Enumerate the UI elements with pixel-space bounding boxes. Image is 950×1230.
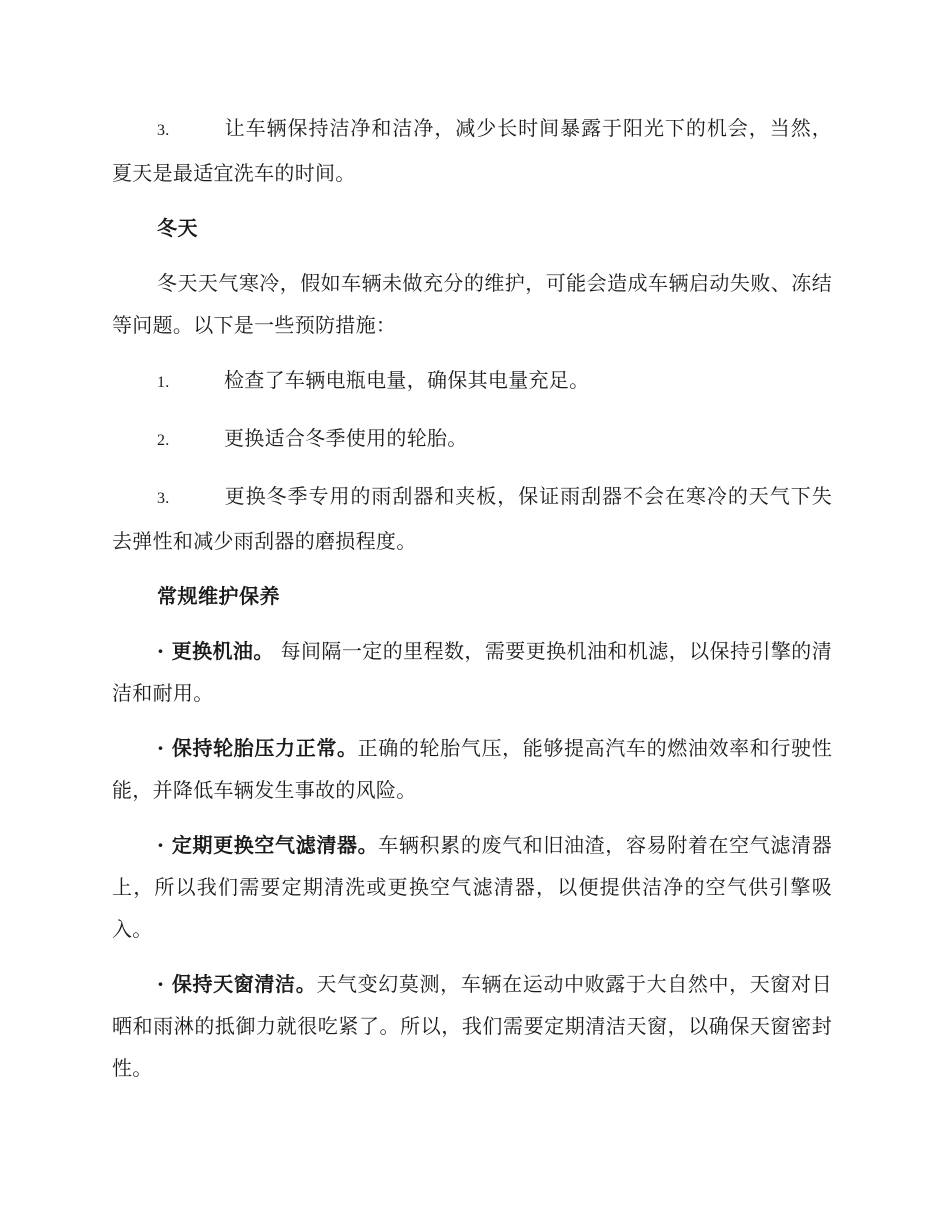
- list-number: 1.: [157, 374, 170, 391]
- bullet-text: 每间隔一定的里程数，需要更换机油和机滤，以保持引擎的清洁和耐用。: [112, 639, 832, 705]
- bullet-text: 天气变幻莫测，车辆在运动中败露于大自然中，天窗对日晒和雨淋的抵御力就很吃紧了。所以，我们需要定期清洁天窗，以确保天窗密封性。: [112, 972, 832, 1080]
- bullet-item: [112, 824, 832, 950]
- bullet-item: [112, 727, 832, 811]
- winter-intro-paragraph: 冬天天气寒冷，假如车辆未做充分的维护，可能会造成车辆启动失败、冻结等问题。以下是一些预防措施：: [112, 271, 832, 337]
- document-body: [112, 107, 832, 1102]
- section-heading-regular-maintenance: 常规维护保养: [157, 584, 280, 608]
- list-item-text: 让车辆保持洁净和洁净，减少长时间暴露于阳光下的机会，当然，夏天是最适宜洗车的时间。: [112, 116, 832, 185]
- bullet-text: 正确的轮胎气压，能够提高汽车的燃油效率和行驶性能，并降低车辆发生事故的风险。: [112, 736, 832, 802]
- list-number: 3.: [157, 122, 170, 139]
- list-item-text: 检查了车辆电瓶电量，确保其电量充足。: [224, 368, 590, 392]
- bullet-title: · 保持天窗清洁。: [157, 972, 317, 996]
- list-item: [112, 417, 832, 462]
- section-heading-winter: 冬天: [157, 216, 198, 240]
- bullet-text: 车辆积累的废气和旧油渣，容易附着在空气滤清器上，所以我们需要定期清洗或更换空气滤清器，以便提供洁净的空气供引擎吸入。: [112, 833, 832, 941]
- list-item-text: 更换冬季专用的雨刮器和夹板，保证雨刮器不会在寒冷的天气下失去弹性和减少雨刮器的磨损程度。: [112, 484, 832, 553]
- bullet-item: [112, 630, 832, 714]
- list-number: 2.: [157, 432, 170, 449]
- list-item: [112, 107, 832, 194]
- bullet-title: · 更换机油。: [157, 639, 274, 663]
- list-item: [112, 359, 832, 404]
- list-item: [112, 475, 832, 562]
- list-item-text: 更换适合冬季使用的轮胎。: [224, 426, 468, 450]
- bullet-title: · 定期更换空气滤清器。: [157, 833, 379, 857]
- bullet-title: · 保持轮胎压力正常。: [157, 736, 358, 760]
- list-number: 3.: [157, 490, 170, 507]
- bullet-item: [112, 963, 832, 1089]
